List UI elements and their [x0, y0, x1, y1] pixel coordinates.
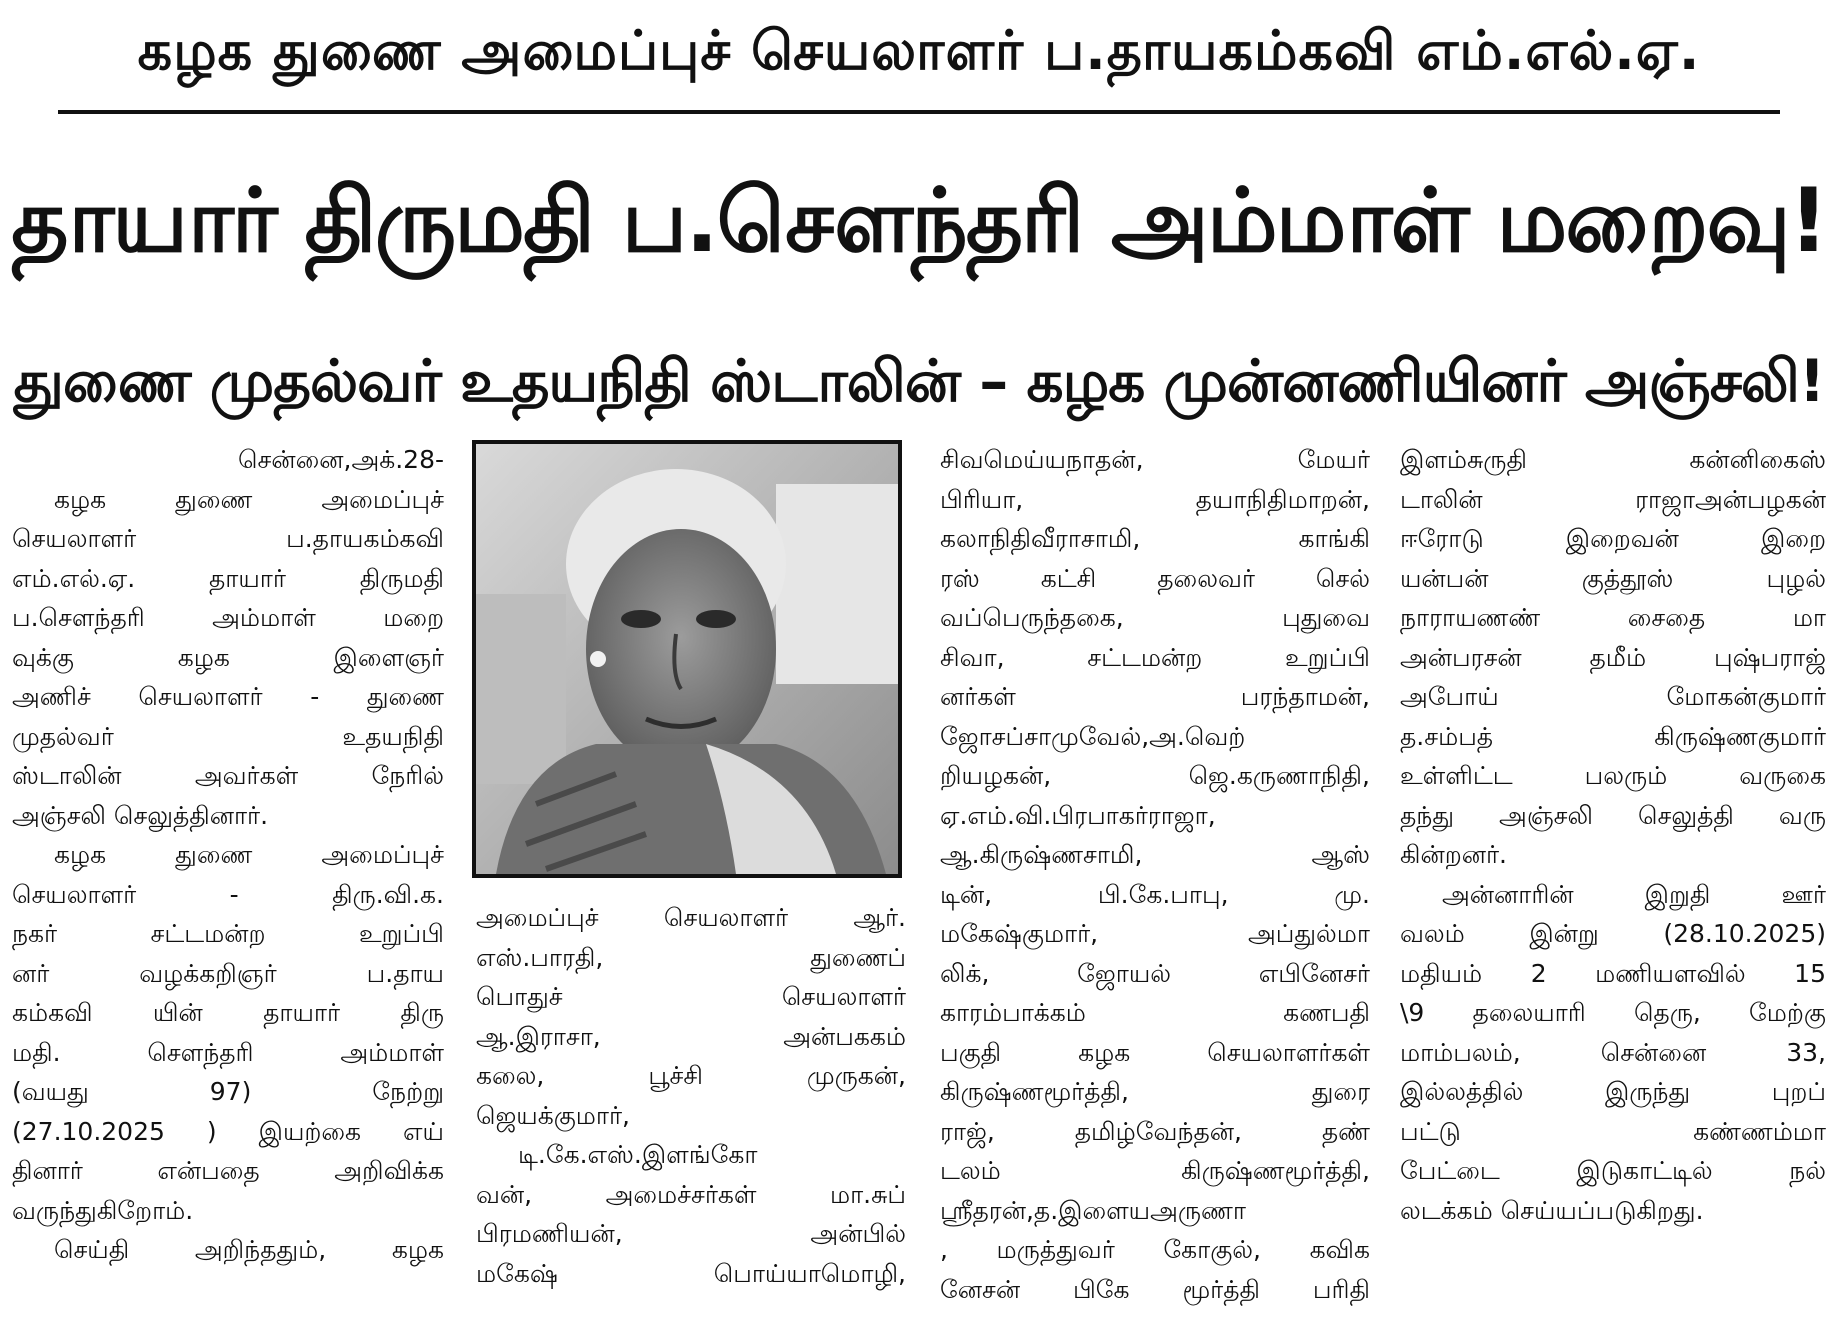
column-line: இளம்சுருதி கன்னிகைஸ் [1400, 445, 1826, 474]
column-line: அஞ்சலி செலுத்தினார். [12, 800, 269, 830]
column-line: லடக்கம் செய்யப்படுகிறது. [1400, 1195, 1704, 1225]
column-line: தந்து அஞ்சலி செலுத்தி வரு [1400, 800, 1826, 830]
column-line: நகர் சட்டமன்ற உறுப்பி [12, 919, 444, 948]
column-line: (வயது 97) நேற்று [12, 1077, 444, 1106]
column-line: சிவமெய்யநாதன், மேயர் [940, 445, 1370, 474]
column-line: அணிச் செயலாளர் - துணை [12, 682, 444, 711]
column-line: செய்தி அறிந்ததும், கழக [54, 1235, 444, 1264]
column-line: , மருத்துவர் கோகுல், கவிக [940, 1235, 1370, 1264]
column-line: மகேஷ்குமார், அப்துல்மா [940, 919, 1370, 948]
column-line: கலாநிதிவீராசாமி, காங்கி [940, 524, 1370, 553]
column-line: மதியம் 2 மணியளவில் 15 [1400, 958, 1826, 988]
column-line: ஜெயக்குமார், [476, 1100, 630, 1130]
column-line: ஸ்டாலின் அவர்கள் நேரில் [12, 761, 444, 790]
column-line: டி.கே.எஸ்.இளங்கோ [518, 1140, 758, 1169]
column-line: இல்லத்தில் இருந்து புறப் [1400, 1077, 1826, 1106]
column-line: உள்ளிட்ட பலரும் வருகை [1400, 761, 1826, 790]
column-line: ராஜ், தமிழ்வேந்தன், தண் [940, 1116, 1370, 1146]
column-line: அன்பரசன் தமீம் புஷ்பராஜ் [1400, 642, 1826, 672]
article-column-1 [12, 440, 444, 1270]
column-line: அமைப்புச் செயலாளர் ஆர். [476, 903, 906, 932]
column-line: ரஸ் கட்சி தலைவர் செல் [940, 563, 1370, 593]
column-line: நாராயணண் சைதை மா [1400, 603, 1826, 632]
column-line: சென்னை,அக்.28- [238, 445, 444, 474]
column-line: முதல்வர் உதயநிதி [12, 721, 444, 751]
column-line: னர் வழக்கறிஞர் ப.தாய [12, 958, 444, 988]
column-line: டலம் கிருஷ்ணமூர்த்தி, [940, 1156, 1370, 1185]
column-line: வப்பெருந்தகை, புதுவை [940, 603, 1370, 632]
column-line: செயலாளர் ப.தாயகம்கவி [12, 524, 444, 553]
column-line: கழக துணை அமைப்புச் [54, 484, 444, 514]
column-line: பிரியா, தயாநிதிமாறன், [940, 484, 1370, 514]
column-line: ஏ.எம்.வி.பிரபாகர்ராஜா, [940, 800, 1216, 830]
column-line: அன்னாரின் இறுதி ஊர் [1442, 879, 1826, 909]
column-line: னேசன் பிகே மூர்த்தி பரிதி [940, 1274, 1370, 1304]
subheadline: துணை முதல்வர் உதயநிதி ஸ்டாலின் – கழக முன்னணியினர் அஞ்சலி! [13, 347, 1825, 415]
column-line: ஆ.இராசா, அன்பககம் [476, 1021, 906, 1051]
column-line: அபோய் மோகன்குமார் [1400, 682, 1826, 711]
column-line: எஸ்.பாரதி, துணைப் [476, 942, 906, 972]
column-line: பட்டு கண்ணம்மா [1400, 1116, 1826, 1146]
column-line: யன்பன் குத்தூஸ் புழல் [1400, 563, 1826, 593]
column-line: பேட்டை இடுகாட்டில் நல் [1400, 1156, 1826, 1185]
column-line: மாம்பலம், சென்னை 33, [1400, 1037, 1826, 1067]
column-line: பகுதி கழக செயலாளர்கள் [940, 1037, 1370, 1067]
column-line: மகேஷ் பொய்யாமொழி, [476, 1258, 906, 1288]
column-line: டின், பி.கே.பாபு, மு. [940, 879, 1370, 909]
column-line: டாலின் ராஜாஅன்பழகன் [1400, 484, 1826, 514]
column-line: வன், அமைச்சர்கள் மா.சுப் [476, 1179, 906, 1209]
column-line: ஈரோடு இறைவன் இறை [1400, 524, 1826, 553]
kicker-line: கழக துணை அமைப்புச் செயலாளர் ப.தாயகம்கவி எம்.எல்.ஏ. [137, 19, 1701, 82]
column-line: எம்.எல்.ஏ. தாயார் திருமதி [12, 563, 444, 593]
column-line: த.சம்பத் கிருஷ்ணகுமார் [1400, 721, 1826, 751]
column-line: வருந்துகிறோம். [12, 1195, 194, 1225]
headline: தாயார் திருமதி ப.சௌந்தரி அம்மாள் மறைவு! [11, 169, 1827, 272]
column-line: ப.சௌந்தரி அம்மாள் மறை [12, 603, 444, 632]
column-line: பொதுச் செயலாளர் [476, 982, 906, 1011]
column-line: \9 தலையாரி தெரு, மேற்கு [1400, 998, 1826, 1027]
column-line: கழக துணை அமைப்புச் [54, 840, 444, 869]
column-line: லிக், ஜோயல் எபினேசர் [940, 958, 1370, 988]
column-line: வுக்கு கழக இளைஞர் [12, 642, 444, 672]
column-line: தினார் என்பதை அறிவிக்க [12, 1156, 444, 1185]
header-rule [58, 110, 1780, 114]
portrait-image [476, 444, 898, 874]
column-line: பிரமணியன், அன்பில் [476, 1219, 906, 1248]
column-line: ஸ்ரீதரன்,த.இளையஅருணா [940, 1195, 1246, 1225]
column-line: சிவா, சட்டமன்ற உறுப்பி [940, 642, 1370, 672]
column-line: மதி. சௌந்தரி அம்மாள் [12, 1037, 444, 1067]
column-line: கின்றனர். [1400, 840, 1507, 869]
portrait-photo [472, 440, 902, 878]
article-column-4 [1400, 440, 1826, 1230]
column-line: காரம்பாக்கம் கணபதி [940, 998, 1370, 1027]
column-line: கம்கவி யின் தாயார் திரு [12, 998, 444, 1027]
column-line: னர்கள் பரந்தாமன், [940, 682, 1370, 711]
column-line: (27.10.2025 ) இயற்கை எய் [12, 1116, 444, 1146]
article-column-2 [476, 898, 906, 1293]
column-line: செயலாளர் - திரு.வி.க. [12, 879, 444, 909]
article-column-3 [940, 440, 1370, 1309]
column-line: ஜோசப்சாமுவேல்,அ.வெற் [940, 721, 1246, 751]
column-line: கிருஷ்ணமூர்த்தி, துரை [940, 1077, 1370, 1106]
column-line: றியழகன், ஜெ.கருணாநிதி, [940, 761, 1370, 790]
column-line: வலம் இன்று (28.10.2025) [1400, 919, 1826, 948]
column-line: ஆ.கிருஷ்ணசாமி, ஆஸ் [940, 840, 1370, 869]
column-line: கலை, பூச்சி முருகன், [476, 1061, 906, 1090]
